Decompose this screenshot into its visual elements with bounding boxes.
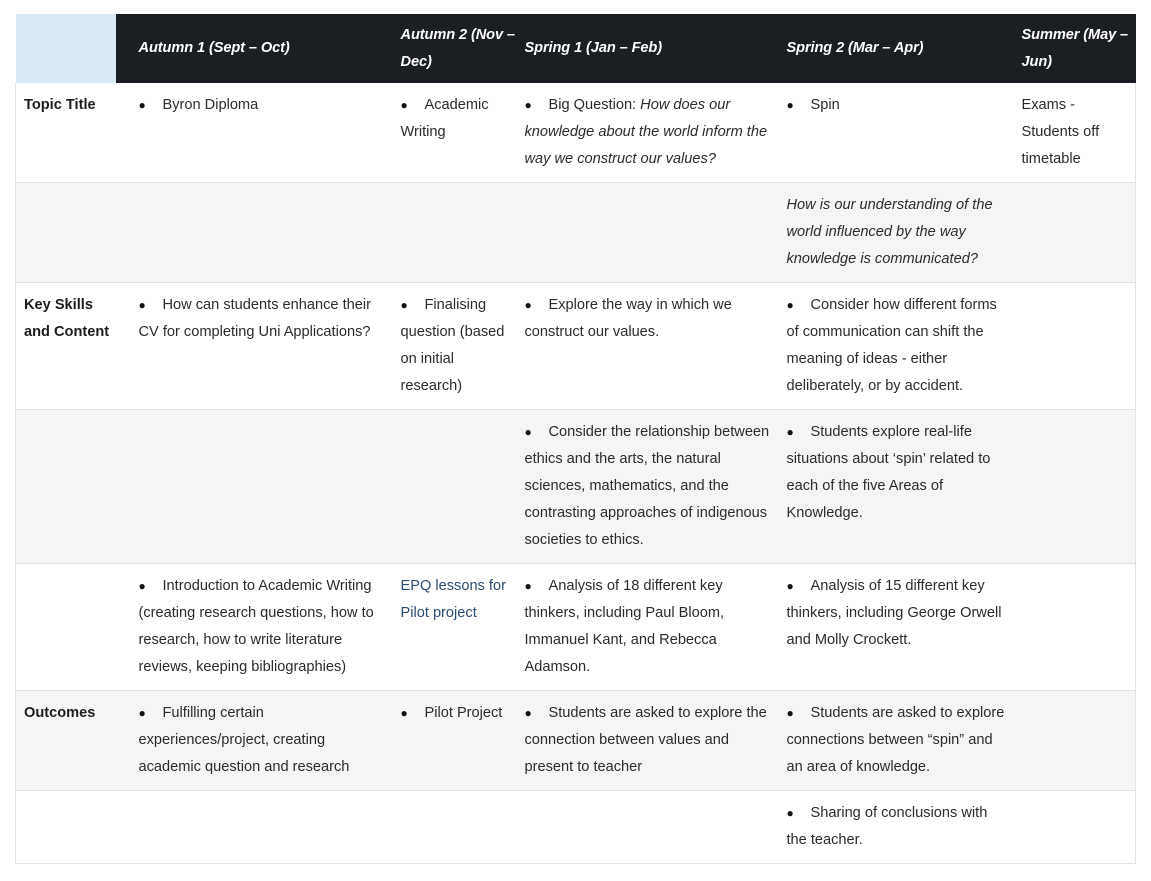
bullet-icon: ● [400,98,408,112]
bullet-icon: ● [786,425,794,439]
bullet-icon: ● [524,579,532,593]
row-label-outcomes: Outcomes [16,691,116,791]
cell-topic-spring2 [783,83,1018,183]
bullet-icon: ● [524,706,532,720]
bullet-icon: ● [786,298,794,312]
cell-text: How can students enhance their CV for completing Uni Applications? [138,297,371,340]
bullet-icon: ● [786,806,794,820]
empty-cell [1018,564,1136,691]
row-label-topic-title: Topic Title [16,83,116,183]
empty-cell [397,410,521,564]
cell-text: Explore the way in which we construct our values. [524,297,732,340]
empty-cell [397,183,521,283]
empty-cell [521,791,783,864]
table-row-topic-question [16,183,1136,283]
table-row-outcomes [16,691,1136,791]
cell-outcomes-autumn1 [116,691,397,791]
table-row-key-skills [16,283,1136,410]
bullet-icon: ● [138,98,146,112]
bullet-icon: ● [786,98,794,112]
cell-text: Spin [810,97,840,113]
cell-skills-autumn2 [397,283,521,410]
cell-text: Byron Diploma [162,97,259,113]
cell-outcomes2-spring2 [783,791,1018,864]
bullet-icon: ● [138,298,146,312]
empty-cell [16,183,116,283]
empty-cell [16,564,116,691]
cell-skills-autumn1 [116,283,397,410]
cell-text: Students explore real-life situations about ‘spin’ related to each of the five Areas of Knowledge. [786,424,991,521]
cell-text: Students are asked to explore the connection between values and present to teacher [524,705,767,775]
header-spring1: Spring 1 (Jan – Feb) [521,14,783,83]
cell-text: Academic Writing [400,97,489,140]
header-autumn1: Autumn 1 (Sept – Oct) [116,14,397,83]
empty-cell [1018,183,1136,283]
header-corner-cell [16,14,116,83]
bullet-icon: ● [400,706,408,720]
table-row-key-skills-3 [16,564,1136,691]
cell-text: Consider how different forms of communication can shift the meaning of ideas - either deliberately, or by accident. [786,297,997,394]
bullet-icon: ● [400,298,408,312]
bullet-icon: ● [786,706,794,720]
empty-cell [1018,283,1136,410]
header-row [16,14,1136,83]
epq-lessons-link[interactable]: EPQ lessons for Pilot project [397,564,521,691]
cell-text: Fulfilling certain experiences/project, creating academic question and research [138,705,350,775]
curriculum-table [15,14,1136,864]
bullet-icon: ● [524,425,532,439]
empty-cell [116,791,397,864]
row-label-key-skills: Key Skills and Content [16,283,116,410]
cell-outcomes-spring1 [521,691,783,791]
cell-text: Introduction to Academic Writing (creating research questions, how to research, how to write literature reviews, keeping bibliographies) [138,578,374,675]
cell-skills3-spring1 [521,564,783,691]
cell-spring2-question: How is our understanding of the world influenced by the way knowledge is communicated? [783,183,1018,283]
bullet-icon: ● [138,706,146,720]
cell-text: Students are asked to explore connections between “spin” and an area of knowledge. [786,705,1005,775]
cell-outcomes-autumn2 [397,691,521,791]
empty-cell [1018,410,1136,564]
empty-cell [116,410,397,564]
big-question-prefix: Big Question: [548,97,641,113]
cell-text: Pilot Project [424,705,503,721]
big-question-text: How does our knowledge about the world inform the way we construct our values? [524,97,768,167]
cell-text: Analysis of 18 different key thinkers, including Paul Bloom, Immanuel Kant, and Rebecca Adamson. [524,578,725,675]
empty-cell [16,791,116,864]
empty-cell [116,183,397,283]
bullet-icon: ● [138,579,146,593]
cell-topic-spring1 [521,83,783,183]
bullet-icon: ● [524,98,532,112]
cell-topic-autumn2 [397,83,521,183]
header-spring2: Spring 2 (Mar – Apr) [783,14,1018,83]
table-row-topic-title [16,83,1136,183]
cell-skills-spring2 [783,283,1018,410]
empty-cell [1018,791,1136,864]
cell-skills2-spring1 [521,410,783,564]
bullet-icon: ● [524,298,532,312]
cell-topic-summer: Exams - Students off timetable [1018,83,1136,183]
empty-cell [16,410,116,564]
header-summer: Summer (May – Jun) [1018,14,1136,83]
table-row-key-skills-2 [16,410,1136,564]
cell-outcomes-spring2 [783,691,1018,791]
cell-text: Analysis of 15 different key thinkers, including George Orwell and Molly Crockett. [786,578,1002,648]
cell-skills-spring1 [521,283,783,410]
empty-cell [397,791,521,864]
cell-text: Finalising question (based on initial research) [400,297,505,394]
cell-text: Consider the relationship between ethics and the arts, the natural sciences, mathematics, and the contrasting approaches of indigenous societies to ethics. [524,424,770,548]
cell-text: Sharing of conclusions with the teacher. [786,805,988,848]
cell-topic-autumn1 [116,83,397,183]
cell-skills3-spring2 [783,564,1018,691]
table-row-outcomes-2 [16,791,1136,864]
bullet-icon: ● [786,579,794,593]
header-autumn2: Autumn 2 (Nov – Dec) [397,14,521,83]
empty-cell [1018,691,1136,791]
empty-cell [521,183,783,283]
cell-skills3-autumn1 [116,564,397,691]
cell-skills2-spring2 [783,410,1018,564]
